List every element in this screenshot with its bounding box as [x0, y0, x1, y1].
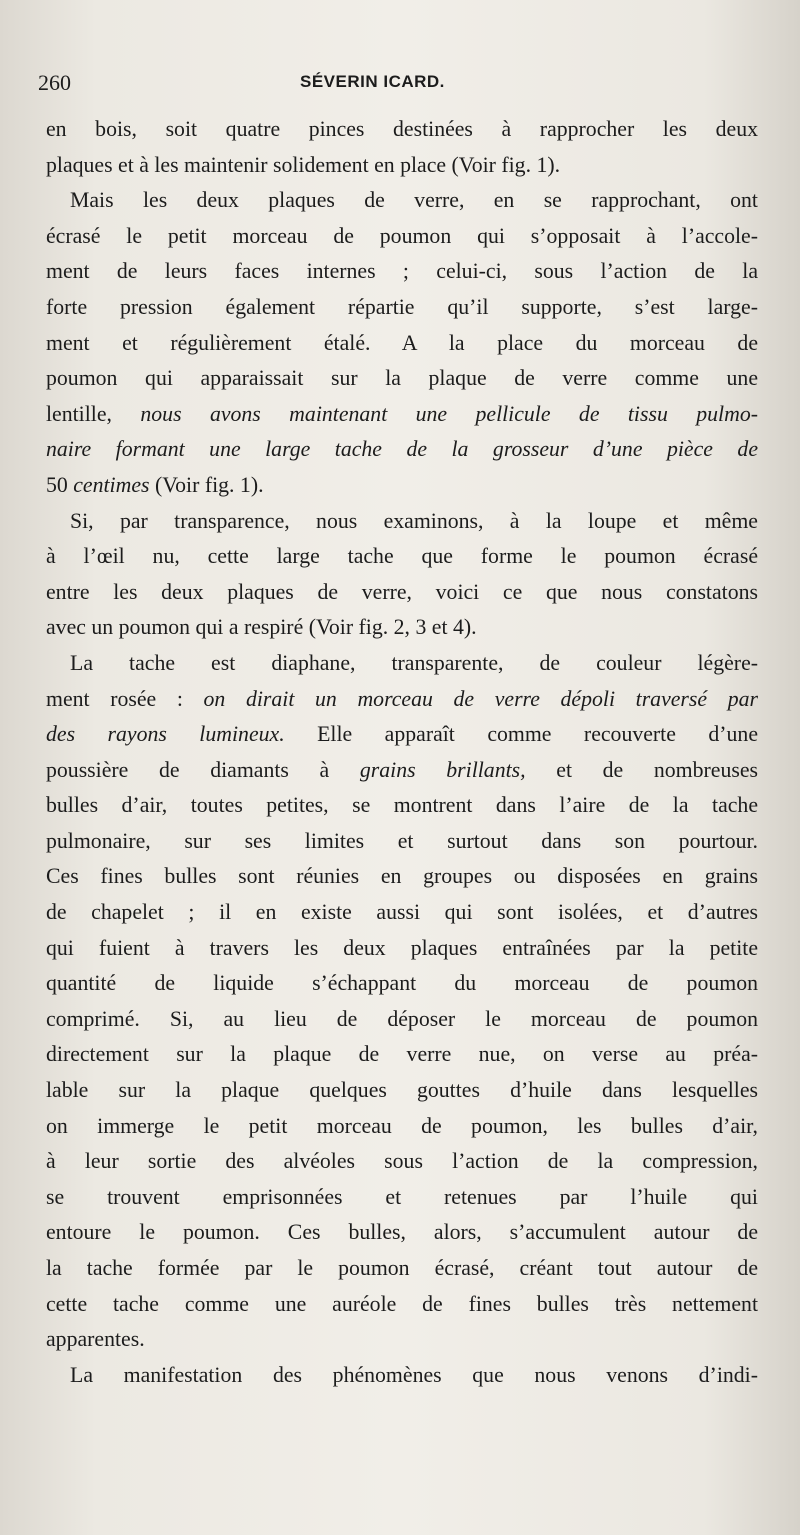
- line-text: la tache formée par le poumon écrasé, créant tout autour de: [46, 1256, 758, 1280]
- line-text: Elle apparaît comme recouverte d’une: [284, 722, 758, 747]
- text-line: [46, 112, 758, 148]
- line-text: à leur sortie des alvéoles sous l’action de la compression,: [46, 1149, 758, 1174]
- line-text: qui fuient à travers les deux plaques entraînées par la petite: [46, 935, 758, 960]
- line-text: quantité de liquide s’échappant du morceau de poumon: [46, 971, 758, 996]
- text-line: [46, 254, 758, 290]
- line-text: entoure le poumon. Ces bulles, alors, s’accumulent autour de: [46, 1220, 758, 1245]
- text-line: [46, 432, 758, 468]
- line-text: La manifestation des phénomènes que nous venons d’indi-: [70, 1362, 758, 1387]
- text-line: [46, 966, 758, 1002]
- line-text: comprimé. Si, au lieu de déposer le morceau de poumon: [46, 1006, 758, 1031]
- text-line: [46, 397, 758, 433]
- text-line: [46, 1215, 758, 1251]
- italic-text: des rayons lumineux.: [46, 722, 285, 747]
- text-line: [46, 753, 758, 789]
- line-text: à l’œil nu, cette large tache que forme le poumon écrasé: [46, 544, 758, 569]
- text-line: [46, 219, 758, 255]
- text-line: [46, 1002, 758, 1038]
- line-text: ment rosée :: [46, 686, 204, 711]
- text-line: [46, 504, 758, 540]
- line-text: apparentes.: [46, 1327, 145, 1352]
- text-line: [46, 1109, 758, 1145]
- text-line: [46, 1073, 758, 1109]
- italic-text: naire formant une large tache de la grosseur d’une pièce de: [46, 437, 758, 462]
- line-text: on immerge le petit morceau de poumon, les bulles d’air,: [46, 1113, 758, 1138]
- text-line: [46, 1251, 758, 1287]
- line-text: (Voir fig. 1).: [149, 472, 264, 497]
- line-text: Si, par transparence, nous examinons, à la loupe et même: [70, 508, 758, 533]
- text-line: [46, 326, 758, 362]
- line-text: se trouvent emprisonnées et retenues par l’huile qui: [46, 1184, 758, 1209]
- italic-text: on dirait un morceau de verre dépoli traversé par: [203, 686, 758, 711]
- text-line: [46, 788, 758, 824]
- text-line: [46, 717, 758, 753]
- text-line: [46, 1322, 758, 1358]
- line-text: et de nombreuses: [525, 757, 759, 782]
- line-text: Ces fines bulles sont réunies en groupes ou disposées en grains: [46, 864, 758, 889]
- text-line: [46, 183, 758, 219]
- running-head: SÉVERIN ICARD.: [300, 72, 445, 91]
- line-text: Mais les deux plaques de verre, en se rapprochant, ont: [70, 188, 758, 213]
- page-header: [38, 70, 758, 100]
- text-line: [46, 895, 758, 931]
- line-text: pulmonaire, sur ses limites et surtout dans son pourtour.: [46, 828, 758, 853]
- text-line: [46, 610, 758, 646]
- text-line: [46, 1144, 758, 1180]
- line-text: entre les deux plaques de verre, voici ce que nous constatons: [46, 579, 758, 604]
- italic-text: centimes: [73, 472, 150, 497]
- line-text: écrasé le petit morceau de poumon qui s’opposait à l’accole-: [46, 223, 758, 248]
- text-line: [46, 1037, 758, 1073]
- line-text: lentille,: [46, 401, 141, 426]
- text-line: [46, 148, 758, 184]
- text-line: [46, 1180, 758, 1216]
- text-line: [46, 646, 758, 682]
- line-text: poumon qui apparaissait sur la plaque de verre comme une: [46, 366, 758, 391]
- italic-text: grains brillants,: [359, 757, 526, 782]
- text-line: [46, 824, 758, 860]
- text-line: [46, 1358, 758, 1394]
- page-number: 260: [38, 70, 71, 95]
- line-text: plaques et à les maintenir solidement en place (Voir fig. 1).: [46, 152, 561, 177]
- line-text: ment de leurs faces internes ; celui-ci, sous l’action de la: [46, 259, 758, 284]
- line-text: La tache est diaphane, transparente, de couleur légère-: [70, 650, 758, 675]
- line-text: directement sur la plaque de verre nue, on verse au préa-: [46, 1042, 758, 1067]
- line-text: lable sur la plaque quelques gouttes d’huile dans lesquelles: [46, 1078, 758, 1103]
- text-line: [46, 539, 758, 575]
- line-text: cette tache comme une auréole de fines bulles très nettement: [46, 1291, 758, 1316]
- text-line: [46, 361, 758, 397]
- line-text: ment et régulièrement étalé. A la place du morceau de: [46, 330, 758, 355]
- line-text: en bois, soit quatre pinces destinées à rapprocher les deux: [46, 117, 758, 141]
- text-line: [46, 1287, 758, 1323]
- text-line: [46, 575, 758, 611]
- italic-text: nous avons maintenant une pellicule de tissu pulmo-: [140, 401, 758, 426]
- line-text: poussière de diamants à: [46, 757, 360, 782]
- body-text: [46, 112, 758, 1393]
- line-text: bulles d’air, toutes petites, se montrent dans l’aire de la tache: [46, 793, 758, 818]
- line-text: de chapelet ; il en existe aussi qui sont isolées, et d’autres: [46, 900, 758, 925]
- line-text: avec un poumon qui a respiré (Voir fig. 2, 3 et 4).: [46, 615, 477, 640]
- line-text: 50: [46, 472, 74, 497]
- text-line: [46, 290, 758, 326]
- text-line: [46, 682, 758, 718]
- text-line: [46, 468, 758, 504]
- text-line: [46, 931, 758, 967]
- text-line: [46, 859, 758, 895]
- line-text: forte pression également répartie qu’il supporte, s’est large-: [46, 294, 758, 319]
